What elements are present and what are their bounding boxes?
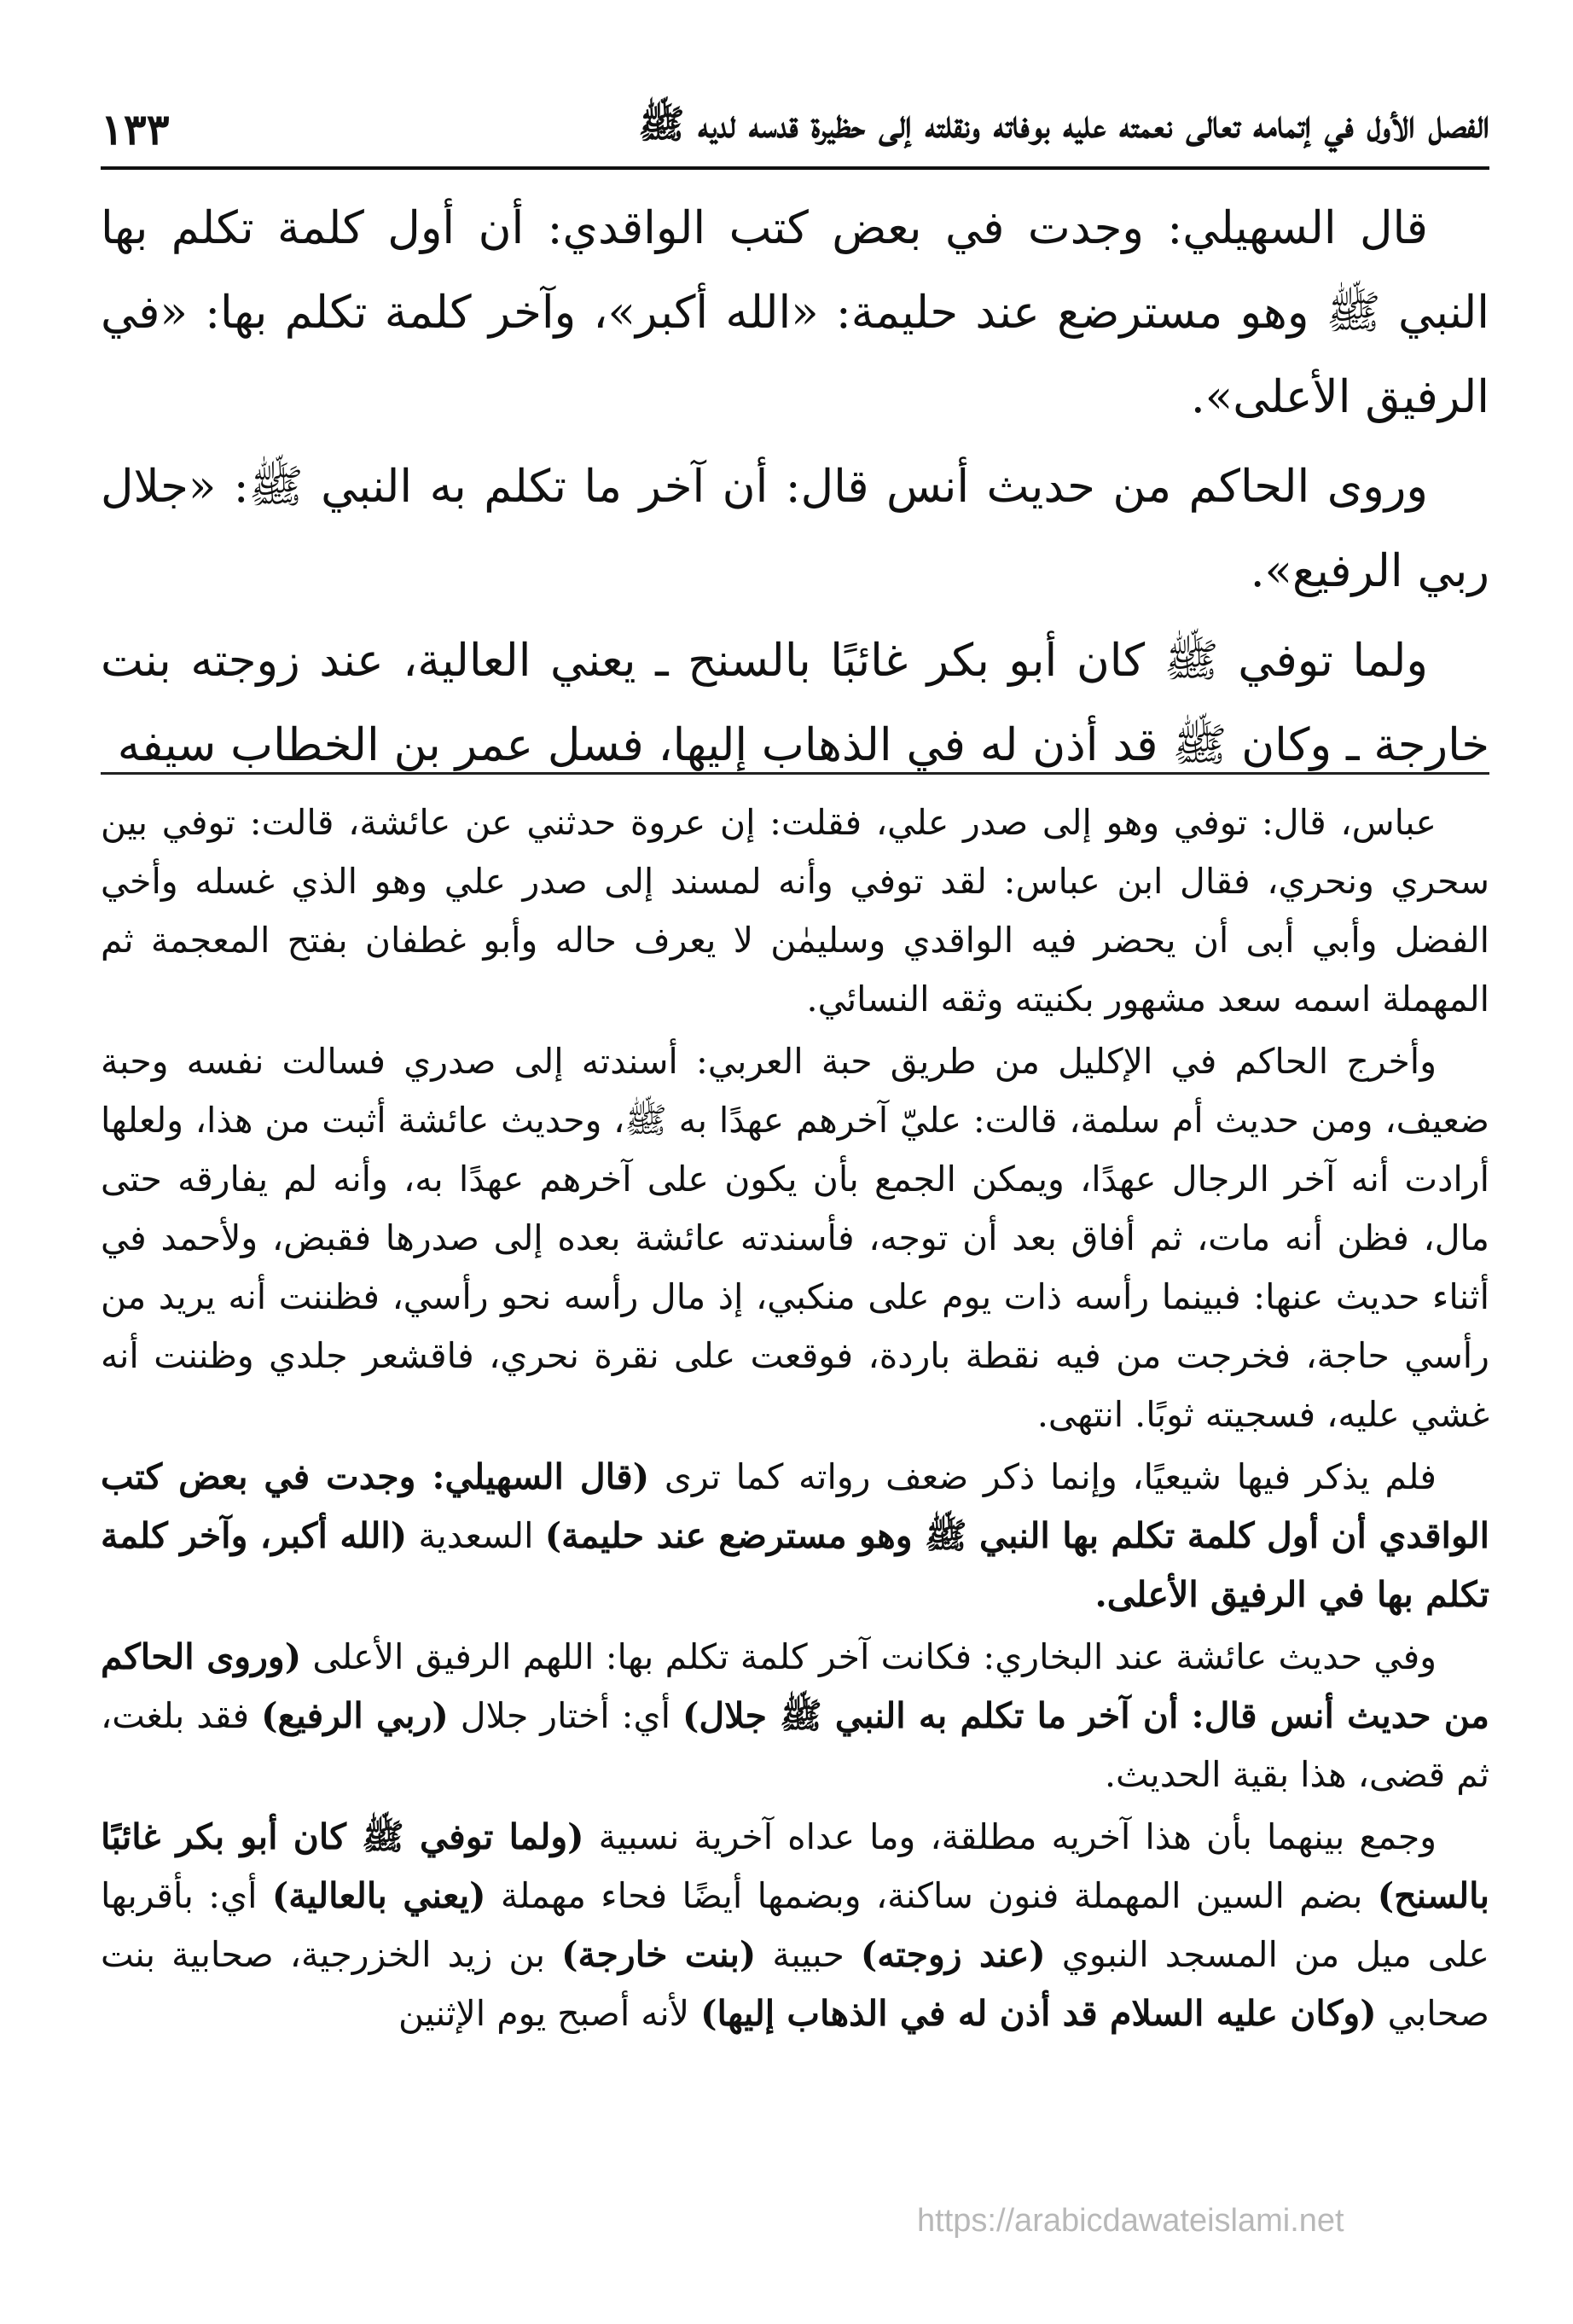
commentary-paragraph	[101, 1628, 1489, 1804]
main-paragraph: ولما توفي ﷺ كان أبو بكر غائبًا بالسنح ـ يعني العالية، عند زوجته بنت خارجة ـ وكان ﷺ قد أذن له في الذهاب إليها، فسل عمر بن الخطاب سيفه	[101, 635, 1489, 771]
commentary-span: أي: بأقربها على ميل من المسجد النبوي	[101, 1875, 1489, 1975]
commentary-paragraph	[101, 1448, 1489, 1624]
commentary-span: لأنه أصبح يوم الإثنين	[398, 1993, 701, 2034]
quoted-matn: (قال السهيلي: وجدت في بعض كتب الواقدي أن أول كلمة تكلم بها النبي ﷺ وهو مسترضع عند حليمة)	[101, 1456, 1490, 1556]
commentary-paragraph	[101, 1808, 1489, 2043]
main-paragraph: قال السهيلي: وجدت في بعض كتب الواقدي: أن أول كلمة تكلم بها النبي ﷺ وهو مسترضع عند حليمة: «الله أكبر»، وآخر كلمة تكلم بها: «في الرفيق الأعلى».	[101, 202, 1489, 423]
commentary-text	[101, 793, 1489, 2047]
commentary-span: حبيبة	[756, 1934, 861, 1975]
commentary-span: فقد بلغت، ثم قضى، هذا بقية الحديث.	[101, 1695, 1489, 1795]
commentary-span: بضم السين المهملة فنون ساكنة، وبضمها أيضًا فحاء مهملة	[485, 1875, 1378, 1916]
quoted-matn: (ولما توفي ﷺ كان أبو بكر غائبًا بالسنح)	[101, 1816, 1489, 1916]
quoted-matn: (عند زوجته)	[860, 1934, 1046, 1975]
main-paragraph: وروى الحاكم من حديث أنس قال: أن آخر ما تكلم به النبي ﷺ: «جلال ربي الرفيع».	[101, 461, 1489, 597]
quoted-matn: (الله أكبر، وآخر كلمة تكلم بها في الرفيق الأعلى.	[101, 1515, 1489, 1615]
commentary-span: وفي حديث عائشة عند البخاري: فكانت آخر كلمة تكلم بها: اللهم الرفيق الأعلى	[301, 1636, 1437, 1677]
commentary-span: فلم يذكر فيها شيعيًا، وإنما ذكر ضعف رواته كما ترى	[649, 1456, 1437, 1497]
quoted-matn: (بنت خارجة)	[561, 1934, 757, 1975]
commentary-span: بن زيد الخزرجية، صحابية بنت صحابي	[101, 1934, 1489, 2034]
quoted-matn: (وكان عليه السلام قد أذن له في الذهاب إليها)	[700, 1993, 1377, 2034]
commentary-span: وجمع بينهما بأن هذا آخريه مطلقة، وما عداه آخرية نسبية	[583, 1816, 1437, 1857]
header-rule	[101, 166, 1489, 170]
quoted-matn: (وروى الحاكم من حديث أنس قال: أن آخر ما تكلم به النبي ﷺ جلال)	[101, 1636, 1489, 1736]
commentary-paragraph: عباس، قال: توفي وهو إلى صدر علي، فقلت: إن عروة حدثني عن عائشة، قالت: توفي بين سحري ونحري، فقال ابن عباس: لقد توفي وأنه لمسند إلى صدر علي وهو الذي غسله وأخي الفضل وأبي أبى أن يحضر فيه الواقدي وسليمٰن لا يعرف حاله وأبو غطفان بفتح المعجمة ثم المهملة اسمه سعد مشهور بكنيته وثقه النسائي.	[101, 802, 1489, 1020]
page-number: ١٣٣	[101, 103, 170, 154]
footnote-divider	[101, 772, 1489, 775]
watermark-url: https://arabicdawateislami.net	[917, 2203, 1344, 2239]
commentary-paragraph: وأخرج الحاكم في الإكليل من طريق حبة العربي: أسندته إلى صدري فسالت نفسه وحبة ضعيف، ومن حديث أم سلمة، قالت: عليّ آخرهم عهدًا به ﷺ، وحديث عائشة أثبت من هذا، ولعلها أرادت أنه آخر الرجال عهدًا، ويمكن الجمع بأن يكون على آخرهم عهدًا به، وأنه لم يفارقه حتى مال، فظن أنه مات، ثم أفاق بعد أن توجه، فأسندته عائشة بعده إلى صدرها فقبض، ولأحمد في أثناء حديث عنها: فبينما رأسه ذات يوم على منكبي، إذ مال رأسه نحو رأسي، فظننت أنه يريد من رأسي حاجة، فخرجت من فيه نقطة باردة، فوقعت على نقرة نحري، فاقشعر جلدي وظننت أنه غشي عليه، فسجيته ثوبًا. انتهى.	[101, 1041, 1489, 1435]
commentary-span: أي: أختار جلال	[448, 1695, 682, 1736]
quoted-matn: (يعني بالعالية)	[271, 1875, 486, 1916]
page-header	[101, 96, 1489, 162]
running-title: الفصل الأول في إتمامه تعالى نعمته عليه بوفاته ونقلته إلى حظيرة قدسه لديه ﷺ	[638, 102, 1489, 147]
main-text	[101, 186, 1489, 793]
commentary-span: السعدية	[407, 1515, 545, 1556]
quoted-matn: (ربي الرفيع)	[261, 1695, 449, 1736]
